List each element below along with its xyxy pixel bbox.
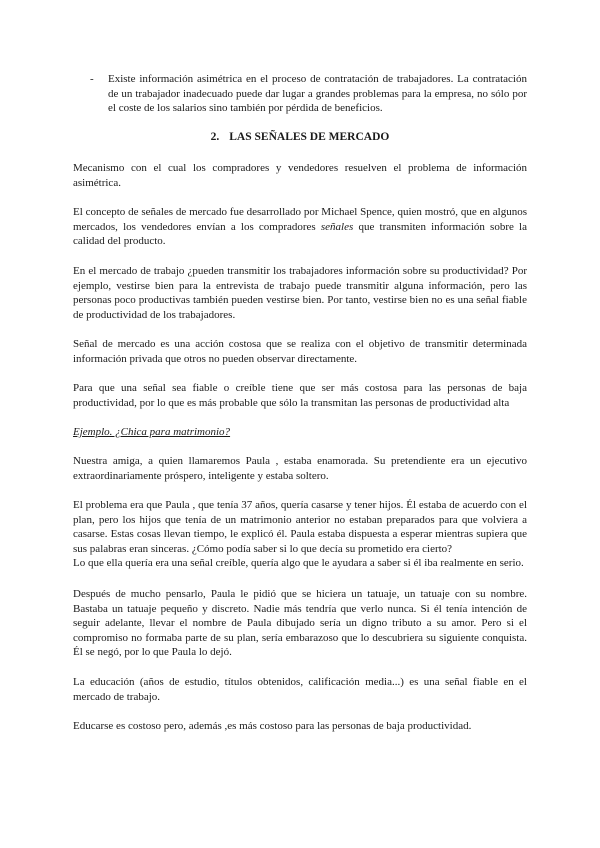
example-title: Ejemplo. ¿Chica para matrimonio?	[73, 426, 231, 438]
paragraph-spence-text-b: que transmiten información sobre la calidad del producto.	[73, 220, 527, 248]
paragraph-spence-emphasis: señales	[320, 220, 354, 233]
paragraph-example-tattoo: Después de mucho pensarlo, Paula le pidió que se hiciera un tatuaje, un tatuaje con su nombre. Bastaba un tatuaje pequeño y discreto. Nadie más tendría que verlo nunca. Si él tenía intención de seguir adelante, llevar el nombre de Paula dibujado sería un digno tributo a su amor. Pero si el compromiso no formaba parte de su plan, sería embarazoso que lo descubriera su siguiente conquista. Él se negó, por lo que Paula lo dejó.	[73, 588, 527, 659]
paragraph-signal-reliability: Para que una señal sea fiable o creíble tiene que ser más costosa para las personas de baja productividad, por lo que es más probable que sólo la transmitan las personas de productividad alta	[73, 382, 527, 409]
paragraph-example-problem: El problema era que Paula , que tenía 37 años, quería casarse y tener hijos. Él estaba de acuerdo con el plan, pero los hijos que tenía de un matrimonio anterior no estaban preparados para que volviera a casarse. Estas cosas llevan tiempo, le explicó él. Paula estaba dispuesta a esperar mientras supiera que sus palabras eran sinceras. ¿Cómo podía saber si lo que decía su prometido era cierto?	[73, 499, 527, 555]
bullet-item-text: Existe información asimétrica en el proceso de contratación de trabajadores. La contratación de un trabajador inadecuado puede dar lugar a grandes problemas para la empresa, no sólo por el coste de los salarios sino también por pérdida de beneficios.	[108, 73, 527, 115]
paragraph-labor-market: En el mercado de trabajo ¿pueden transmitir los trabajadores información sobre su productividad? Por ejemplo, vestirse bien para la entrevista de trabajo puede transmitir alguna información, pero las personas poco productivas también pueden vestirse bien. Por tanto, vestirse bien no es una señal fiable de productividad de los trabajadores.	[73, 265, 527, 321]
paragraph-spence	[73, 205, 527, 249]
paragraph-example-intro: Nuestra amiga, a quien llamaremos Paula , estaba enamorada. Su pretendiente era un ejecutivo extraordinariamente próspero, inteligente y estaba soltero.	[73, 455, 527, 482]
paragraph-signal-definition: Señal de mercado es una acción costosa que se realiza con el objetivo de transmitir determinada información privada que otros no pueden observar directamente.	[73, 338, 527, 365]
paragraph-education-cost: Educarse es costoso pero, además ,es más costoso para las personas de baja productividad.	[73, 720, 472, 732]
paragraph-education-signal: La educación (años de estudio, títulos obtenidos, calificación media...) es una señal fiable en el mercado de trabajo.	[73, 676, 527, 703]
paragraph-definition: Mecanismo con el cual los compradores y vendedores resuelven el problema de información asimétrica.	[73, 162, 527, 189]
bullet-marker: -	[90, 73, 94, 85]
paragraph-spence-text-a: El concepto de señales de mercado fue desarrollado por Michael Spence, quien mostró, que en algunos mercados, los vendedores envían a los compradores	[73, 206, 527, 233]
section-title: LAS SEÑALES DE MERCADO	[229, 131, 390, 143]
section-number: 2.	[210, 131, 220, 143]
section-heading	[73, 130, 527, 145]
paragraph-example-credible-signal: Lo que ella quería era una señal creíble, quería algo que le ayudara a saber si él iba realmente en serio.	[73, 557, 524, 569]
